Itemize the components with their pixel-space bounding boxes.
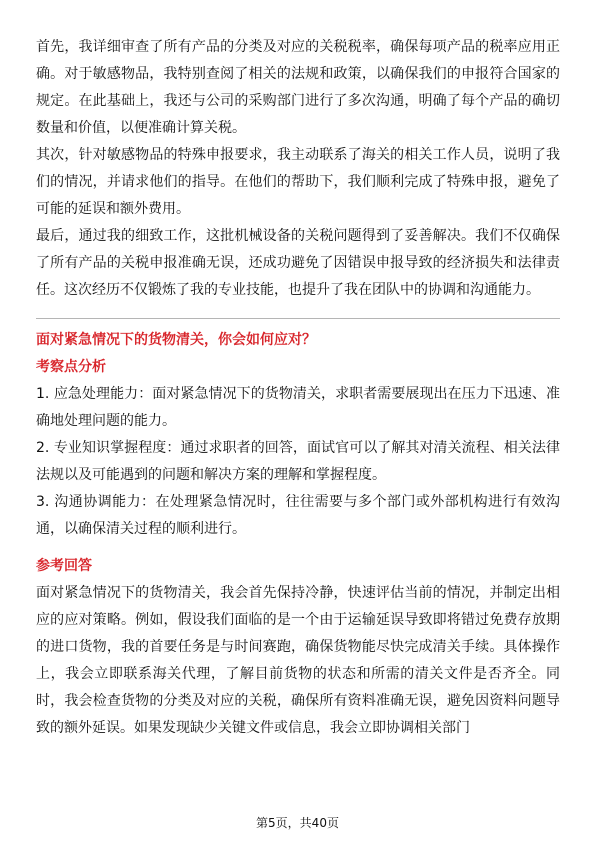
analysis-item-3: 3. 沟通协调能力：在处理紧急情况时，往往需要与多个部门或外部机构进行有效沟通，以确保清关过程的顺利进行。 xyxy=(36,494,560,537)
section-divider xyxy=(36,318,560,319)
analysis-item-2: 2. 专业知识掌握程度：通过求职者的回答，面试官可以了解其对清关流程、相关法律法规以及可能遇到的问题和解决方案的理解和掌握程度。 xyxy=(36,440,560,483)
answer-paragraph: 面对紧急情况下的货物清关，我会首先保持冷静，快速评估当前的情况，并制定出相应的应对策略。例如，假设我们面临的是一个由于运输延误导致即将错过免费存放期的进口货物，我的首要任务是与时间赛跑，确保货物能尽快完成清关手续。具体操作上，我会立即联系海关代理，了解目前货物的状态和所需的清关文件是否齐全。同时，我会检查货物的分类及对应的关税，确保所有资料准确无误，避免因资料问题导致的额外延误。如果发现缺少关键文件或信息，我会立即协调相关部门 xyxy=(36,585,560,736)
question-title: 面对紧急情况下的货物清关，你会如何应对？ xyxy=(36,332,316,348)
intro-paragraph-1: 首先，我详细审查了所有产品的分类及对应的关税税率，确保每项产品的税率应用正确。对于敏感物品，我特别查阅了相关的法规和政策，以确保我们的申报符合国家的规定。在此基础上，我还与公司的采购部门进行了多次沟通，明确了每个产品的确切数量和价值，以便准确计算关税。 xyxy=(36,39,560,136)
answer-heading: 参考回答 xyxy=(36,558,92,574)
analysis-heading: 考察点分析 xyxy=(36,359,106,375)
page-number: 第5页，共40页 xyxy=(256,816,339,830)
intro-paragraph-3: 最后，通过我的细致工作，这批机械设备的关税问题得到了妥善解决。我们不仅确保了所有产品的关税申报准确无误，还成功避免了因错误申报导致的经济损失和法律责任。这次经历不仅锻炼了我的专业技能，也提升了我在团队中的协调和沟通能力。 xyxy=(36,228,560,298)
analysis-item-1: 1. 应急处理能力：面对紧急情况下的货物清关，求职者需要展现出在压力下迅速、准确地处理问题的能力。 xyxy=(36,386,560,429)
page-content xyxy=(36,34,560,742)
intro-paragraph-2: 其次，针对敏感物品的特殊申报要求，我主动联系了海关的相关工作人员，说明了我们的情况，并请求他们的指导。在他们的帮助下，我们顺利完成了特殊申报，避免了可能的延误和额外费用。 xyxy=(36,147,560,217)
